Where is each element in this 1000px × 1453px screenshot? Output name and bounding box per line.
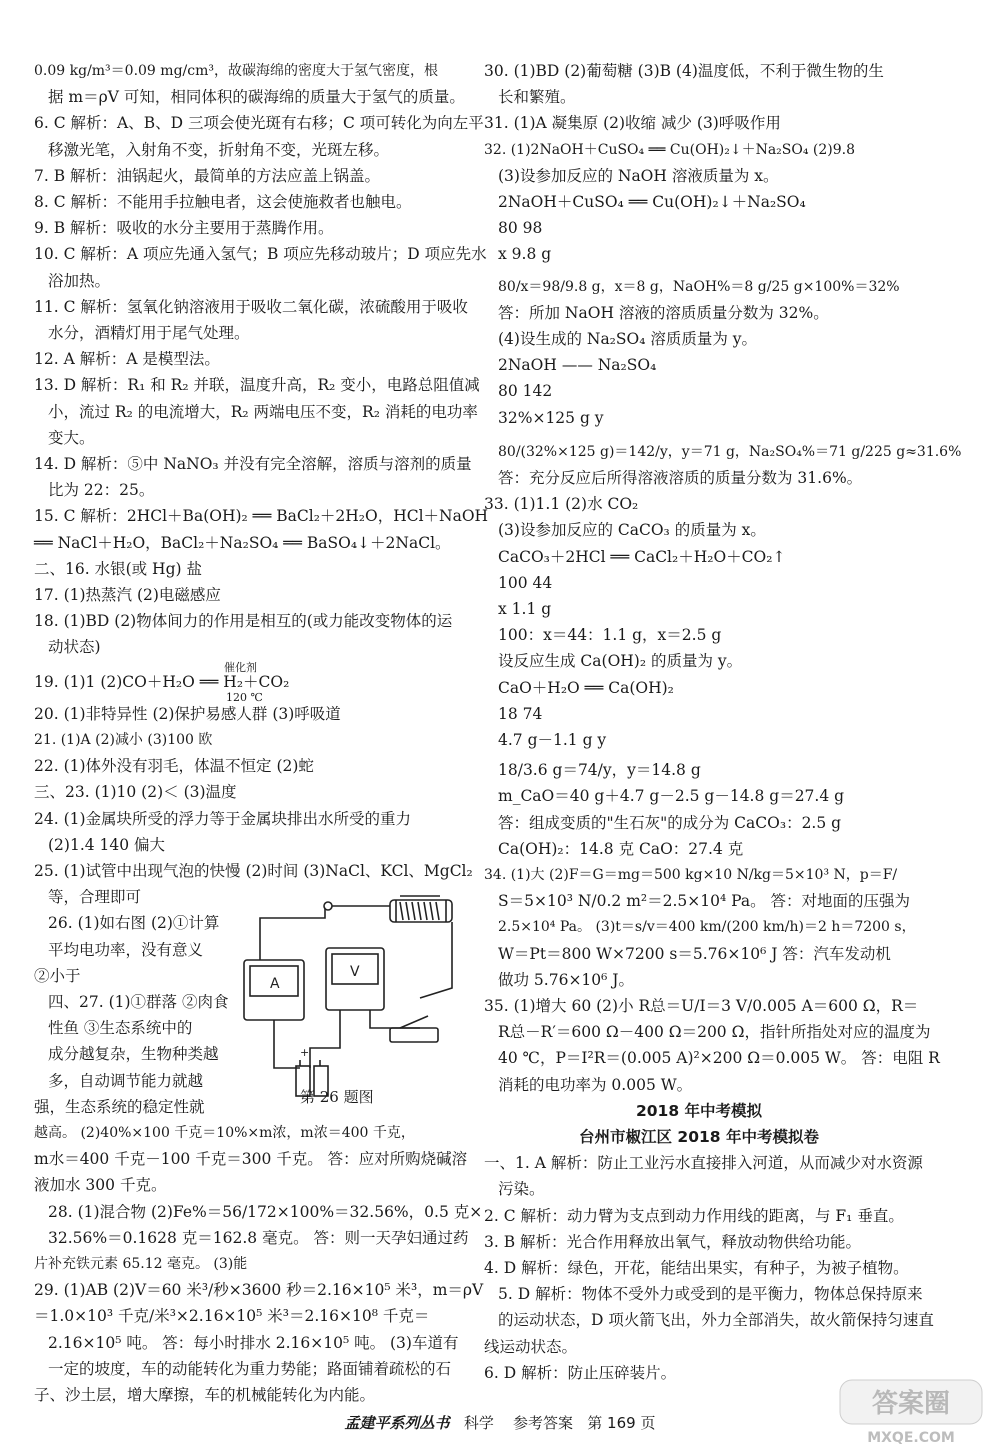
right-line: 30. (1)BD (2)葡萄糖 (3)B (4)温度低，不利于微生物的生 — [484, 62, 884, 80]
left-line: 变大。 — [48, 428, 95, 447]
left-line: ＝1.0×10³ 千克/米³×2.16×10⁵ 米³＝2.16×10⁸ 千克＝ — [34, 1307, 430, 1326]
circuit-figure — [240, 888, 460, 1110]
left-line: 多，自动调节能力就越 — [48, 1071, 204, 1090]
right-line: 台州市椒江区 2018 年中考模拟卷 — [579, 1128, 819, 1146]
left-line: 强，生态系统的稳定性就 — [34, 1097, 205, 1116]
left-line: 据 m＝ρV 可知，相同体积的碳海绵的质量大于氢气的质量。 — [48, 88, 465, 107]
left-line: 19. (1)1 (2)CO＋H₂O ══ H₂＋CO₂ — [34, 672, 290, 691]
left-line: 浴加热。 — [48, 271, 111, 290]
right-line: 长和繁殖。 — [498, 88, 576, 107]
right-line: 18 74 — [498, 704, 543, 723]
left-line: 22. (1)体外没有羽毛，体温不恒定 (2)蛇 — [34, 757, 314, 776]
left-line: 水分，酒精灯用于尾气处理。 — [48, 324, 250, 342]
left-line: 三、23. (1)10 (2)＜ (3)温度 — [34, 783, 237, 802]
circuit-diagram — [240, 888, 460, 1110]
right-line: 35. (1)增大 60 (2)小 R总＝U/I＝3 V/0.005 A＝600 Ω，R＝ — [484, 997, 919, 1015]
left-line: 动状态) — [48, 638, 101, 657]
right-line: 设反应生成 Ca(OH)₂ 的质量为 y。 — [498, 652, 743, 671]
page-number: 第 169 页 — [587, 1414, 656, 1432]
left-line: 平均电功率，没有意义 — [48, 940, 204, 959]
right-line: 2. C 解析：动力臂为支点到动力作用线的距离，与 F₁ 垂直。 — [484, 1206, 904, 1225]
left-line: 性鱼 ③生态系统中的 — [48, 1019, 193, 1038]
left-line: 29. (1)AB (2)V＝60 米³/秒×3600 秒＝2.16×10⁵ 米³，m＝ρV — [34, 1281, 484, 1300]
right-line: 32%×125 g y — [498, 408, 604, 427]
right-line: 31. (1)A 凝集原 (2)收缩 减少 (3)呼吸作用 — [484, 114, 781, 133]
right-line: 4. D 解析：绿色，开花，能结出果实，有种子，为被子植物。 — [484, 1259, 909, 1277]
left-line: 2.16×10⁵ 吨。 答：每小时排水 2.16×10⁵ 吨。 (3)车道有 — [48, 1333, 459, 1352]
left-line: 12. A 解析：A 是模型法。 — [34, 350, 220, 369]
left-line: ══ NaCl＋H₂O，BaCl₂＋Na₂SO₄ ══ BaSO₄↓＋2NaCl。 — [34, 533, 451, 552]
watermark-url: MXQE.COM — [867, 1430, 955, 1446]
left-line: 24. (1)金属块所受的浮力等于金属块排出水所受的重力 — [34, 809, 412, 828]
right-line: 80 98 — [498, 219, 543, 238]
right-line: 答：所加 NaOH 溶液的溶质质量分数为 32%。 — [498, 303, 829, 322]
right-line: 2018 年中考模拟 — [635, 1101, 763, 1120]
left-line: 21. (1)A (2)减小 (3)100 欧 — [34, 732, 213, 748]
left-line: 28. (1)混合物 (2)Fe%＝56/172×100%＝32.56%，0.5 克× — [48, 1202, 483, 1221]
svg-text:A: A — [270, 976, 280, 992]
right-line: 4.7 g－1.1 g y — [498, 731, 607, 749]
figure-caption: 第 26 题图 — [300, 1088, 374, 1106]
right-line: x 9.8 g — [498, 245, 552, 264]
right-line: m_CaO＝40 g＋4.7 g－2.5 g－14.8 g＝27.4 g — [498, 787, 845, 806]
left-line: 等，合理即可 — [48, 888, 142, 907]
left-line: 26. (1)如右图 (2)①计算 — [48, 914, 220, 933]
right-line: 2NaOH —— Na₂SO₄ — [498, 356, 657, 375]
left-line: m水＝400 千克－100 千克＝300 千克。 答：应对所购烧碱溶 — [34, 1150, 468, 1169]
subject: 科学 — [463, 1414, 494, 1432]
right-line: 40 ℃，P＝I²R＝(0.005 A)²×200 Ω＝0.005 W。 答：电阻 R — [498, 1049, 940, 1068]
left-line: 14. D 解析：⑤中 NaNO₃ 并没有完全溶解，溶质与溶剂的质量 — [34, 455, 472, 473]
watermark-cn: 答案圈 — [871, 1389, 951, 1419]
left-line: 液加水 300 千克。 — [34, 1176, 167, 1195]
right-line: 2NaOH＋CuSO₄ ══ Cu(OH)₂↓＋Na₂SO₄ — [498, 193, 806, 211]
right-line: 80/(32%×125 g)＝142/y，y＝71 g，Na₂SO₄%＝71 g/225 g≈31.6% — [498, 443, 962, 460]
right-line: 线运动状态。 — [484, 1337, 578, 1356]
right-line: 18/3.6 g＝74/y，y＝14.8 g — [498, 761, 701, 780]
right-line: (3)设参加反应的 NaOH 溶液质量为 x。 — [498, 166, 779, 185]
catalyst-label: 催化剂 — [224, 660, 257, 674]
right-line: 33. (1)1.1 (2)水 CO₂ — [484, 495, 639, 514]
left-line: ②小于 — [34, 966, 81, 985]
right-line: 答：充分反应后所得溶液溶质的质量分数为 31.6%。 — [498, 469, 863, 487]
right-line: 80/x＝98/9.8 g，x＝8 g，NaOH%＝8 g/25 g×100%＝32% — [498, 278, 900, 295]
left-line: 32.56%＝0.1628 克＝162.8 毫克。 答：则一天孕妇通过药 — [48, 1228, 469, 1247]
watermark-logo — [836, 1376, 986, 1448]
left-line: 17. (1)热蒸汽 (2)电磁感应 — [34, 586, 221, 604]
left-line: 二、16. 水银(或 Hg) 盐 — [34, 559, 202, 578]
section: 参考答案 — [512, 1414, 573, 1432]
right-line: Ca(OH)₂：14.8 克 CaO：27.4 克 — [498, 839, 744, 858]
right-line: R总－R′＝600 Ω－400 Ω＝200 Ω，指针所指处对应的温度为 — [498, 1023, 931, 1042]
series-name: 孟建平系列丛书 — [344, 1414, 450, 1432]
left-line: 越高。 (2)40%×100 千克＝10%×m浓，m浓＝400 千克， — [34, 1125, 415, 1141]
svg-text:+: + — [300, 1046, 310, 1059]
right-line: CaO＋H₂O ══ Ca(OH)₂ — [498, 678, 674, 697]
right-line: 答：组成变质的"生石灰"的成分为 CaCO₃：2.5 g — [498, 813, 842, 832]
left-line: 一定的坡度，车的动能转化为重力势能；路面铺着疏松的石 — [48, 1359, 452, 1378]
left-line: 片补充铁元素 65.12 毫克。 (3)能 — [34, 1256, 248, 1272]
svg-text:V: V — [350, 964, 360, 980]
right-line: 2.5×10⁴ Pa。 (3)t＝s/v＝400 km/(200 km/h)＝2 h＝7200 s， — [498, 919, 916, 936]
left-line: 移激光笔，入射角不变，折射角不变，光斑左移。 — [48, 140, 390, 159]
left-line: 15. C 解析：2HCl＋Ba(OH)₂ ══ BaCl₂＋2H₂O，HCl＋NaOH — [34, 507, 489, 526]
right-line: 80 142 — [498, 382, 553, 401]
left-line: 0.09 kg/m³＝0.09 mg/cm³，故碳海绵的密度大于氢气密度，根 — [34, 63, 438, 79]
right-line: 消耗的电功率为 0.005 W。 — [498, 1075, 693, 1094]
right-line: 污染。 — [498, 1180, 545, 1199]
left-line: (2)1.4 140 偏大 — [48, 835, 166, 854]
left-line: 比为 22：25。 — [48, 481, 155, 500]
right-line: 3. B 解析：光合作用释放出氧气，释放动物供给功能。 — [484, 1232, 862, 1251]
left-line: 小，流过 R₂ 的电流增大，R₂ 两端电压不变，R₂ 消耗的电功率 — [48, 402, 478, 421]
left-line: 20. (1)非特异性 (2)保护易感人群 (3)呼吸道 — [34, 704, 341, 723]
left-line: 子、沙土层，增大摩擦，车的机械能转化为内能。 — [34, 1386, 376, 1404]
left-line: 25. (1)试管中出现气泡的快慢 (2)时间 (3)NaCl、KCl、MgCl₂ — [34, 862, 473, 880]
left-line: 11. C 解析：氢氧化钠溶液用于吸收二氧化碳，浓硫酸用于吸收 — [34, 297, 468, 316]
temperature-label: 120 ℃ — [226, 690, 263, 704]
right-line: 5. D 解析：物体不受外力或受到的是平衡力，物体总保持原来 — [498, 1285, 923, 1304]
right-line: x 1.1 g — [498, 600, 552, 618]
right-line: 32. (1)2NaOH＋CuSO₄ ══ Cu(OH)₂↓＋Na₂SO₄ (2)9.8 — [484, 141, 856, 158]
left-line: 8. C 解析：不能用手拉触电者，这会使施救者也触电。 — [34, 193, 412, 211]
left-line: 10. C 解析：A 项应先通入氢气；B 项应先移动玻片；D 项应先水 — [34, 245, 487, 264]
right-line: 6. D 解析：防止压碎装片。 — [484, 1363, 677, 1382]
left-line: 18. (1)BD (2)物体间力的作用是相互的(或力能改变物体的运 — [34, 612, 453, 631]
left-line: 9. B 解析：吸收的水分主要用于蒸腾作用。 — [34, 219, 334, 238]
left-line: 成分越复杂，生物种类越 — [48, 1045, 219, 1064]
right-line: W＝Pt＝800 W×7200 s＝5.76×10⁶ J 答：汽车发动机 — [498, 944, 891, 963]
right-line: 34. (1)大 (2)F＝G＝mg＝500 kg×10 N/kg＝5×10³ N，p＝F/ — [484, 867, 898, 883]
right-line: S＝5×10³ N/0.2 m²＝2.5×10⁴ Pa。 答：对地面的压强为 — [498, 892, 911, 911]
right-line: 100：x＝44：1.1 g，x＝2.5 g — [498, 626, 722, 645]
left-line: 6. C 解析：A、B、D 三项会使光斑有右移；C 项可转化为向左平 — [34, 114, 484, 133]
right-line: CaCO₃＋2HCl ══ CaCl₂＋H₂O＋CO₂↑ — [498, 547, 786, 566]
right-line: (4)设生成的 Na₂SO₄ 溶质质量为 y。 — [498, 330, 758, 348]
right-line: 100 44 — [498, 573, 553, 592]
left-line: 7. B 解析：油锅起火，最简单的方法应盖上锅盖。 — [34, 166, 381, 185]
right-line: 一、1. A 解析：防止工业污水直接排入河道，从而减少对水资源 — [484, 1154, 923, 1173]
right-line: 做功 5.76×10⁶ J。 — [498, 970, 635, 989]
right-line: (3)设参加反应的 CaCO₃ 的质量为 x。 — [498, 521, 766, 540]
right-line: 的运动状态，D 项火箭飞出，外力全部消失，故火箭保持匀速直 — [498, 1311, 934, 1330]
left-line: 四、27. (1)①群落 ②肉食 — [48, 993, 229, 1011]
left-line: 13. D 解析：R₁ 和 R₂ 并联，温度升高，R₂ 变小，电路总阻值减 — [34, 376, 480, 395]
